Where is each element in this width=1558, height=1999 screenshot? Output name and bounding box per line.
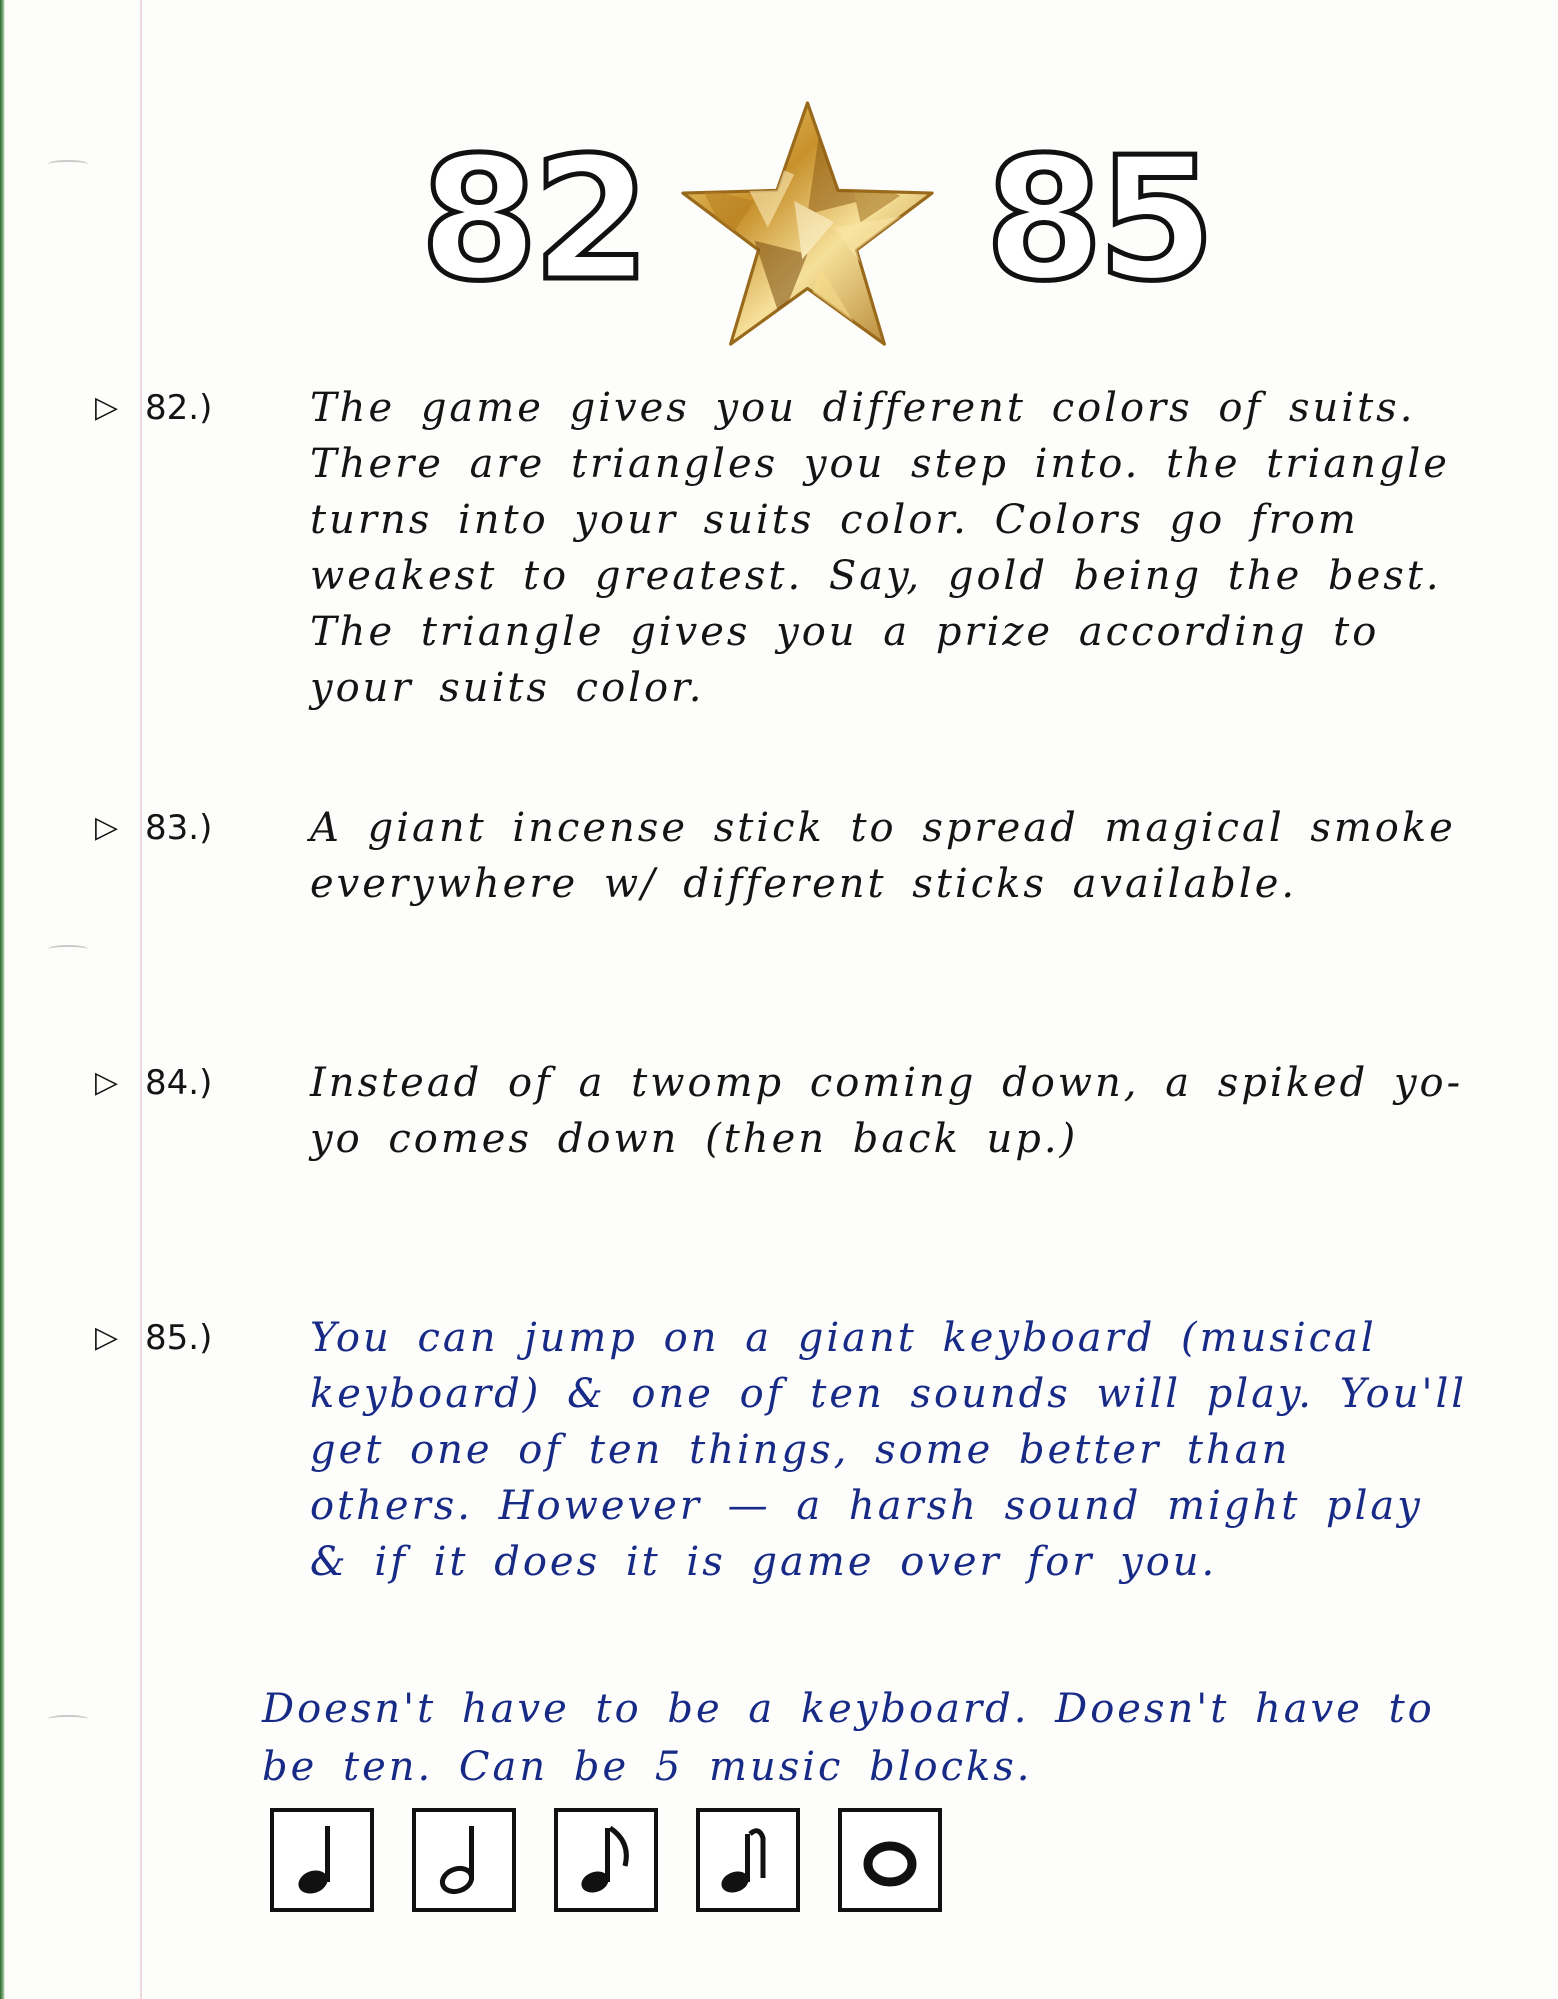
hole-mark bbox=[48, 1715, 88, 1723]
music-blocks-row bbox=[0, 1808, 1558, 1918]
end-number: 85 bbox=[985, 121, 1210, 319]
entry-83 bbox=[95, 800, 1495, 912]
entry-number: 83.) bbox=[145, 808, 213, 848]
whole-note-icon bbox=[855, 1820, 925, 1900]
music-block bbox=[412, 1808, 516, 1912]
triangle-bullet-icon: ▷ bbox=[95, 810, 122, 845]
sixteenth-note-icon bbox=[713, 1820, 783, 1900]
half-note-icon bbox=[429, 1820, 499, 1900]
entry-text: You can jump on a giant keyboard (musical keyboard) & one of ten sounds will play. You'll get one of ten things, some better than others. However — a harsh sound might play & if it does it is game over for you. bbox=[310, 1315, 1468, 1585]
music-block bbox=[554, 1808, 658, 1912]
music-block bbox=[696, 1808, 800, 1912]
entry-number: 85.) bbox=[145, 1318, 213, 1358]
quarter-note-icon bbox=[287, 1820, 357, 1900]
entry-text: Instead of a twomp coming down, a spiked yo-yo comes down (then back up.) bbox=[310, 1060, 1464, 1162]
entry-84 bbox=[95, 1055, 1495, 1167]
music-block bbox=[838, 1808, 942, 1912]
gold-star-sticker-icon bbox=[675, 90, 940, 365]
entry-text: The game gives you different colors of suits. There are triangles you step into. the triangle turns into your suits color. Colors go from weakest to greatest. Say, gold being the best. The triangle gives you a prize according to your suits color. bbox=[310, 385, 1450, 711]
start-number: 82 bbox=[420, 121, 645, 319]
triangle-bullet-icon: ▷ bbox=[95, 390, 122, 425]
triangle-bullet-icon: ▷ bbox=[95, 1320, 122, 1355]
eighth-note-icon bbox=[571, 1820, 641, 1900]
entry-85 bbox=[95, 1310, 1495, 1590]
entry-number: 82.) bbox=[145, 388, 213, 428]
hole-mark bbox=[48, 945, 88, 953]
entry-82 bbox=[95, 380, 1495, 716]
triangle-bullet-icon: ▷ bbox=[95, 1065, 122, 1100]
side-note: Doesn't have to be a keyboard. Doesn't have to be ten. Can be 5 music blocks. bbox=[262, 1686, 1435, 1790]
entry-number: 84.) bbox=[145, 1063, 213, 1103]
music-block bbox=[270, 1808, 374, 1912]
page-header bbox=[0, 45, 1558, 325]
entry-text: A giant incense stick to spread magical smoke everywhere w/ different sticks available. bbox=[310, 805, 1456, 907]
